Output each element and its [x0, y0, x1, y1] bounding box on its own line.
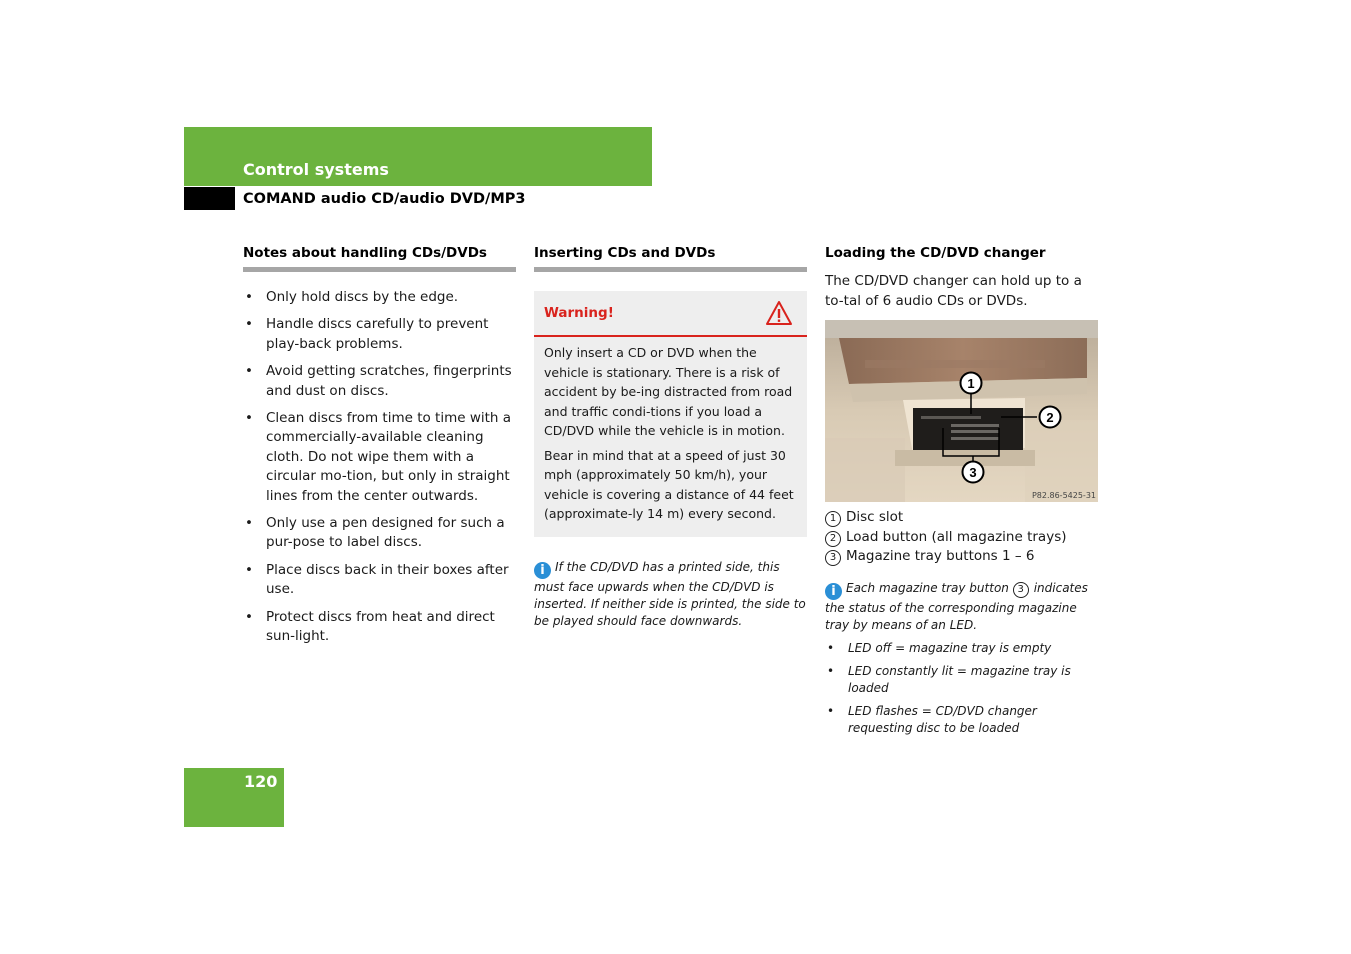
- warning-header: [534, 291, 807, 337]
- subsection-title: COMAND audio CD/audio DVD/MP3: [243, 191, 526, 207]
- list-item: • LED constantly lit = magazine tray is loaded: [825, 663, 1098, 697]
- list-item: • Only use a pen designed for such a pur-pose to label discs.: [243, 514, 516, 553]
- warning-triangle-icon: [765, 300, 793, 326]
- legend-item: 1 Disc slot: [825, 508, 1098, 528]
- ref-3-icon: 3: [1013, 582, 1029, 598]
- list-item: • Avoid getting scratches, fingerprints and dust on discs.: [243, 362, 516, 401]
- page-number: 120: [244, 772, 278, 791]
- inserting-heading: Inserting CDs and DVDs: [534, 245, 807, 272]
- list-item: • LED flashes = CD/DVD changer requesting disc to be loaded: [825, 703, 1098, 737]
- list-item: • Clean discs from time to time with a commercially-available cleaning cloth. Do not wipe them with a circular mo-tion, but only in straight lines from the center outwards.: [243, 409, 516, 506]
- callout-1-icon: [961, 373, 982, 394]
- info-icon: i: [825, 583, 842, 600]
- section-marker: [184, 187, 235, 210]
- info-icon: i: [534, 562, 551, 579]
- legend-item: 2 Load button (all magazine trays): [825, 528, 1098, 548]
- led-info-note: i Each magazine tray button 3 indicates the status of the corresponding magazine tray by means of an LED.: [825, 580, 1088, 632]
- list-item: • Handle discs carefully to prevent play-back problems.: [243, 315, 516, 354]
- info-text: If the CD/DVD has a printed side, this must face upwards when the CD/DVD is inserted. If neither side is printed, the side to be played should face downwards.: [534, 559, 806, 628]
- list-item: • LED off = magazine tray is empty: [825, 640, 1098, 657]
- warning-title: Warning!: [544, 305, 614, 321]
- figure-legend: [825, 508, 1098, 567]
- warning-body: [534, 337, 807, 537]
- info-note: [534, 559, 807, 630]
- figure-code: P82.86-5425-31: [1031, 491, 1096, 500]
- changer-column: [825, 245, 1098, 743]
- callout-3-icon: [963, 462, 984, 483]
- list-item: • Only hold discs by the edge.: [243, 288, 516, 307]
- handling-notes-column: [243, 245, 516, 655]
- list-item: • Protect discs from heat and direct sun-light.: [243, 608, 516, 647]
- cd-changer-figure: [825, 320, 1098, 502]
- warning-paragraph: Only insert a CD or DVD when the vehicle is stationary. There is a risk of accident by be-ing distracted from road and traffic condi-tions if you load a CD/DVD while the vehicle is in motion.: [544, 345, 793, 438]
- changer-intro: The CD/DVD changer can hold up to a to-tal of 6 audio CDs or DVDs.: [825, 273, 1082, 309]
- warning-paragraph: Bear in mind that at a speed of just 30 mph (approximately 50 km/h), your vehicle is covering a distance of 44 feet (approximate-ly 14 m) every second.: [544, 447, 794, 521]
- changer-heading: Loading the CD/DVD changer: [825, 245, 1046, 261]
- callout-2-icon: [1040, 407, 1061, 428]
- warning-box: [534, 291, 807, 537]
- section-title: Control systems: [243, 160, 389, 179]
- svg-text:2: 2: [1046, 410, 1054, 425]
- handling-notes-heading: Notes about handling CDs/DVDs: [243, 245, 516, 272]
- list-item: • Place discs back in their boxes after use.: [243, 561, 516, 600]
- handling-notes-list: [243, 288, 516, 647]
- legend-item: 3 Magazine tray buttons 1 – 6: [825, 547, 1098, 567]
- led-status-list: [825, 640, 1098, 737]
- inserting-column: [534, 245, 807, 630]
- svg-text:1: 1: [967, 376, 975, 391]
- svg-text:3: 3: [969, 465, 977, 480]
